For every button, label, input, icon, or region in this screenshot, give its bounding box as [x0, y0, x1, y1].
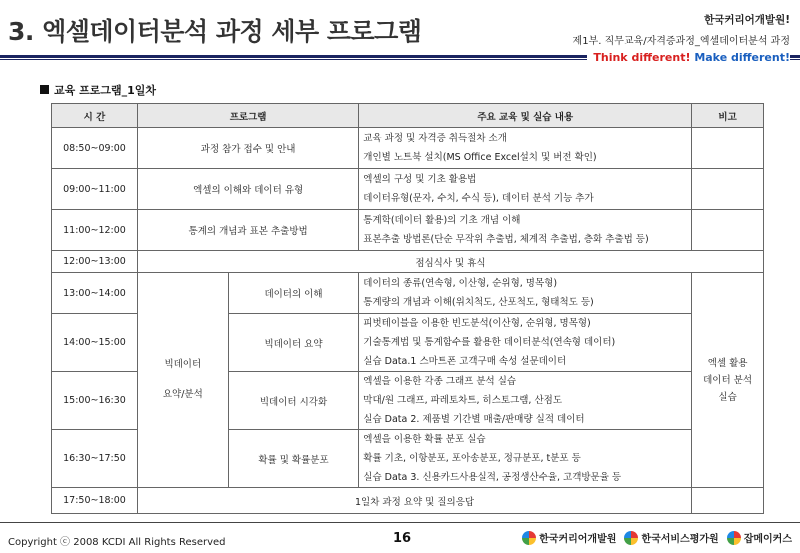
time-cell: 11:00~12:00	[52, 210, 138, 251]
content-line: 통계학(데이터 활용)의 기초 개념 이해	[363, 215, 521, 226]
content-line: 막대/원 그래프, 파레토차트, 히스토그램, 산점도	[363, 395, 562, 406]
slogan	[587, 51, 790, 64]
content-line: 데이터유형(문자, 수치, 수식 등), 데이터 분석 기능 추가	[363, 193, 594, 204]
page-title: 3. 엑셀데이터분석 과정 세부 프로그램	[8, 17, 422, 46]
content-line: 실습 Data 3. 신용카드사용실적, 공정생산수율, 고객방문율 등	[363, 472, 622, 483]
remark-cell-empty	[692, 488, 764, 514]
group-label-line1: 빅데이터	[164, 359, 202, 370]
header-program: 프로그램	[137, 104, 358, 128]
org-name: 한국커리어개발원!	[704, 14, 790, 26]
time-cell: 12:00~13:00	[52, 251, 138, 273]
logo-label: 한국커리어개발원	[539, 534, 617, 545]
content-cell	[359, 210, 692, 251]
program-cell: 통계의 개념과 표본 추출방법	[137, 210, 358, 251]
page-subtitle: 제1부. 직무교육/자격증과정_엑셀데이터분석 과정	[572, 36, 790, 47]
table-header-row	[52, 104, 764, 128]
content-line: 표본추출 방법론(단순 무작위 추출법, 체계적 추출법, 층화 추출법 등)	[363, 234, 649, 245]
logo-kcdi	[522, 530, 616, 545]
logo-label: 한국서비스평가원	[641, 534, 719, 545]
group-label-line2: 요약/분석	[162, 389, 203, 400]
content-cell	[359, 314, 692, 372]
table-row	[52, 128, 764, 169]
time-cell: 15:00~16:30	[52, 372, 138, 430]
logo-jobmakers	[727, 530, 792, 545]
header-time: 시 간	[52, 104, 138, 128]
content-line: 확률 기초, 이항분포, 포아송분포, 정규분포, t분포 등	[363, 453, 581, 464]
table-row	[52, 251, 764, 273]
content-line: 데이터의 종류(연속형, 이산형, 순위형, 명목형)	[363, 278, 558, 289]
time-cell: 14:00~15:00	[52, 314, 138, 372]
time-cell: 09:00~11:00	[52, 169, 138, 210]
program-cell: 엑셀의 이해와 데이터 유형	[137, 169, 358, 210]
time-cell: 16:30~17:50	[52, 430, 138, 488]
header-remark: 비고	[692, 104, 764, 128]
remark-line: 데이터 분석	[703, 374, 753, 386]
content-cell	[359, 430, 692, 488]
footer-rule	[0, 522, 800, 523]
section-heading	[40, 82, 156, 98]
module-cell: 데이터의 이해	[228, 273, 359, 314]
slogan-blue: Make different!	[694, 51, 790, 64]
content-line: 실습 Data 2. 제품별 기간별 매출/판매량 실적 데이터	[363, 414, 585, 425]
module-cell: 빅데이터 시각화	[228, 372, 359, 430]
table-row	[52, 169, 764, 210]
page-number: 16	[393, 531, 412, 546]
content-cell	[359, 169, 692, 210]
remark-cell-empty	[692, 169, 764, 210]
section-heading-text: 교육 프로그램_1일차	[54, 84, 156, 97]
square-bullet-icon	[40, 85, 49, 94]
org-logo-icon	[727, 531, 741, 545]
logo-label: 잡메이커스	[743, 534, 792, 545]
remark-cell-empty	[692, 128, 764, 169]
remark-line: 실습	[718, 391, 737, 403]
table-row	[52, 210, 764, 251]
remark-line: 엑셀 활용	[707, 357, 748, 369]
remark-cell-empty	[692, 210, 764, 251]
time-cell: 17:50~18:00	[52, 488, 138, 514]
content-line: 엑셀을 이용한 각종 그래프 분석 실습	[363, 376, 517, 387]
remark-cell	[692, 273, 764, 488]
time-cell: 13:00~14:00	[52, 273, 138, 314]
program-table	[51, 103, 764, 514]
table-row	[52, 273, 764, 314]
content-line: 교육 과정 및 자격증 취득절차 소개	[363, 133, 507, 144]
copyright: Copyright ⓒ 2008 KCDI All Rights Reserved	[8, 537, 226, 548]
org-logo-icon	[522, 531, 536, 545]
header-content: 주요 교육 및 실습 내용	[359, 104, 692, 128]
table-row	[52, 488, 764, 514]
content-line: 엑셀을 이용한 확률 분포 실습	[363, 434, 486, 445]
slogan-red: Think different!	[593, 51, 691, 64]
content-cell	[359, 273, 692, 314]
logo-service	[624, 530, 718, 545]
content-line: 실습 Data.1 스마트폰 고객구매 속성 설문데이터	[363, 356, 567, 367]
module-cell: 빅데이터 요약	[228, 314, 359, 372]
org-logo-icon	[624, 531, 638, 545]
footer-logos	[522, 530, 792, 545]
program-cell: 1일차 과정 요약 및 질의응답	[137, 488, 691, 514]
content-line: 기술통계법 및 통계함수를 활용한 데이터분석(연속형 데이터)	[363, 337, 616, 348]
lunch-cell: 점심식사 및 휴식	[137, 251, 763, 273]
content-line: 피벗테이블을 이용한 빈도분석(이산형, 순위형, 명목형)	[363, 318, 591, 329]
time-cell: 08:50~09:00	[52, 128, 138, 169]
module-cell: 확률 및 확률분포	[228, 430, 359, 488]
content-line: 엑셀의 구성 및 기초 활용법	[363, 174, 477, 185]
content-line: 개인별 노트북 설치(MS Office Excel설치 및 버전 확인)	[363, 152, 597, 163]
group-label-cell	[137, 273, 228, 488]
content-cell	[359, 372, 692, 430]
content-cell	[359, 128, 692, 169]
content-line: 통계량의 개념과 이해(위치척도, 산포척도, 형태척도 등)	[363, 297, 594, 308]
program-cell: 과정 참가 접수 및 안내	[137, 128, 358, 169]
